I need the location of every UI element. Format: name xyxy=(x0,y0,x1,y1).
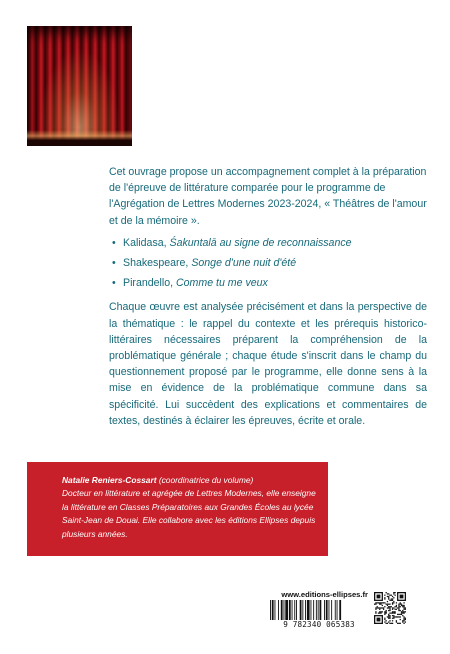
qr-module xyxy=(386,592,387,593)
qr-module xyxy=(393,615,394,616)
qr-module xyxy=(400,610,401,611)
qr-module xyxy=(402,621,403,622)
qr-module xyxy=(380,611,381,612)
barcode-bar xyxy=(331,600,332,622)
qr-module xyxy=(392,602,393,603)
qr-module xyxy=(388,606,389,607)
qr-module xyxy=(378,612,379,613)
barcode-bar xyxy=(281,600,283,622)
barcode-bar xyxy=(324,600,325,622)
qr-module xyxy=(388,621,389,622)
qr-module xyxy=(375,611,376,612)
barcode-bar xyxy=(318,600,319,622)
barcode-bar xyxy=(272,600,274,622)
work-item xyxy=(109,235,427,251)
qr-module xyxy=(389,600,390,601)
barcode-bar xyxy=(313,600,314,622)
bullet-icon: • xyxy=(112,277,116,290)
qr-module xyxy=(394,609,395,610)
blurb-analysis: Chaque œuvre est analysée précisément et dans la perspective de la thématique : le rappel du contexte et les prérequis historico-littéraires nécessaires préparent la compréhension de la problématique générale ; chaque étude s'inscrit dans le champ du questionnement proposé par le programme, elle donne sens à la mise en évidence de la problématique commune dans sa spécificité. Lui succèdent des explications et commentaires de textes, destinés à éclairer les épreuves, écrite et orale. xyxy=(109,301,427,427)
qr-code-icon[interactable] xyxy=(374,592,406,624)
qr-module xyxy=(382,602,383,603)
qr-module xyxy=(398,606,399,607)
barcode-bar xyxy=(285,600,288,622)
qr-module xyxy=(388,616,389,617)
qr-module xyxy=(380,607,381,608)
qr-module xyxy=(384,618,385,619)
work-item xyxy=(109,275,427,291)
qr-module xyxy=(394,592,395,593)
qr-module xyxy=(403,611,404,612)
qr-module xyxy=(384,595,385,596)
qr-module xyxy=(382,607,383,608)
qr-module xyxy=(374,604,375,605)
qr-module xyxy=(392,609,393,610)
qr-module xyxy=(402,615,403,616)
qr-module xyxy=(401,605,402,606)
qr-module xyxy=(398,607,399,608)
qr-module xyxy=(400,616,401,617)
bullet-icon: • xyxy=(112,257,116,270)
qr-module xyxy=(403,609,404,610)
qr-module xyxy=(389,620,390,621)
qr-module xyxy=(392,607,393,608)
qr-module xyxy=(403,620,404,621)
qr-module xyxy=(402,620,403,621)
qr-module xyxy=(392,596,393,597)
qr-module xyxy=(403,616,404,617)
qr-module xyxy=(403,605,404,606)
qr-module xyxy=(391,623,392,624)
stage-light xyxy=(27,130,132,140)
qr-module xyxy=(384,612,385,613)
qr-module xyxy=(400,614,401,615)
qr-module xyxy=(393,601,394,602)
qr-module xyxy=(394,612,395,613)
qr-module xyxy=(387,607,388,608)
qr-module xyxy=(383,602,384,603)
qr-module xyxy=(391,612,392,613)
work-item xyxy=(109,255,427,271)
qr-module xyxy=(375,609,376,610)
qr-module xyxy=(400,606,401,607)
qr-module xyxy=(393,602,394,603)
qr-module xyxy=(387,596,388,597)
qr-module xyxy=(384,602,385,603)
author-bio xyxy=(62,474,322,541)
work-title: Comme tu me veux xyxy=(176,277,268,290)
qr-module xyxy=(405,618,406,619)
stage-floor xyxy=(27,140,132,146)
qr-module xyxy=(402,606,403,607)
qr-module xyxy=(403,618,404,619)
qr-module xyxy=(393,616,394,617)
qr-module xyxy=(401,614,402,615)
barcode-bar xyxy=(311,600,312,622)
barcode-bar xyxy=(305,600,306,622)
qr-module xyxy=(391,595,392,596)
qr-module xyxy=(379,607,380,608)
qr-module xyxy=(384,621,385,622)
barcode-bar xyxy=(307,600,310,622)
qr-module xyxy=(392,623,393,624)
work-title: Songe d'une nuit d'été xyxy=(191,257,297,270)
qr-module xyxy=(397,616,398,617)
qr-module xyxy=(398,604,399,605)
qr-module xyxy=(379,611,380,612)
qr-module xyxy=(386,610,387,611)
qr-module xyxy=(387,605,388,606)
qr-module xyxy=(403,606,404,607)
qr-module xyxy=(398,610,399,611)
qr-module xyxy=(401,611,402,612)
qr-module xyxy=(389,610,390,611)
qr-module xyxy=(402,612,403,613)
qr-module xyxy=(392,604,393,605)
qr-module xyxy=(394,616,395,617)
barcode-bar xyxy=(296,600,297,622)
qr-module xyxy=(402,605,403,606)
qr-module xyxy=(400,619,401,620)
barcode-bar xyxy=(284,600,285,622)
qr-module xyxy=(380,602,381,603)
qr-module xyxy=(396,605,397,606)
qr-module xyxy=(391,606,392,607)
qr-module xyxy=(405,619,406,620)
qr-module xyxy=(389,609,390,610)
qr-module xyxy=(392,611,393,612)
qr-module xyxy=(379,609,380,610)
qr-module xyxy=(405,609,406,610)
barcode-bar xyxy=(289,600,291,622)
qr-module xyxy=(389,607,390,608)
qr-module xyxy=(386,620,387,621)
qr-module xyxy=(379,612,380,613)
barcode-bar xyxy=(326,600,328,622)
qr-module xyxy=(389,623,390,624)
qr-module xyxy=(392,615,393,616)
qr-module xyxy=(400,602,401,603)
qr-module xyxy=(377,602,378,603)
qr-module xyxy=(387,623,388,624)
qr-module xyxy=(389,618,390,619)
qr-module xyxy=(397,607,398,608)
qr-module xyxy=(388,598,389,599)
qr-module xyxy=(392,612,393,613)
qr-module xyxy=(393,597,394,598)
qr-module xyxy=(397,623,398,624)
qr-module xyxy=(389,616,390,617)
qr-module xyxy=(397,614,398,615)
qr-module xyxy=(384,606,385,607)
qr-module xyxy=(405,611,406,612)
author-role: (coordinatrice du volume) xyxy=(156,475,254,485)
qr-module xyxy=(389,604,390,605)
qr-module xyxy=(394,595,395,596)
qr-module xyxy=(398,605,399,606)
work-title: Śakuntalā au signe de reconnaissance xyxy=(169,236,352,249)
qr-module xyxy=(389,595,390,596)
qr-module xyxy=(396,609,397,610)
qr-module xyxy=(400,604,401,605)
qr-module xyxy=(386,623,387,624)
barcode-bar xyxy=(275,600,276,622)
qr-module xyxy=(384,598,385,599)
author-name: Natalie Reniers-Cossart xyxy=(62,475,157,485)
qr-module xyxy=(392,598,393,599)
qr-module xyxy=(386,604,387,605)
qr-module xyxy=(380,604,381,605)
qr-module xyxy=(398,614,399,615)
qr-module xyxy=(403,602,404,603)
qr-module xyxy=(393,593,394,594)
qr-module xyxy=(387,601,388,602)
barcode-bar xyxy=(320,600,322,622)
qr-module xyxy=(405,621,406,622)
work-author: Kalidasa, xyxy=(123,236,170,249)
qr-module xyxy=(389,615,390,616)
barcode-bar xyxy=(270,600,271,622)
qr-module xyxy=(387,593,388,594)
qr-module xyxy=(403,607,404,608)
qr-module xyxy=(388,593,389,594)
qr-module xyxy=(388,610,389,611)
qr-module xyxy=(375,602,376,603)
qr-module xyxy=(402,611,403,612)
qr-module xyxy=(396,620,397,621)
author-bio-text: Docteur en littérature et agrégée de Lettres Modernes, elle enseigne la littérature en Classes Préparatoires aux Grandes Écoles au lycée Saint-Jean de Douai. Elle collabore avec les éditions Ellipses depuis plusieurs années. xyxy=(62,488,316,539)
back-cover-blurb xyxy=(109,164,427,429)
qr-module xyxy=(380,612,381,613)
qr-module xyxy=(405,607,406,608)
qr-module xyxy=(379,602,380,603)
qr-module xyxy=(398,623,399,624)
qr-module xyxy=(398,609,399,610)
qr-module xyxy=(384,597,385,598)
qr-module xyxy=(393,618,394,619)
qr-module xyxy=(396,606,397,607)
qr-module xyxy=(388,615,389,616)
qr-module xyxy=(386,612,387,613)
qr-module xyxy=(394,611,395,612)
qr-module xyxy=(389,612,390,613)
barcode-bar xyxy=(337,600,338,622)
qr-module xyxy=(383,607,384,608)
qr-module xyxy=(401,612,402,613)
work-author: Shakespeare, xyxy=(123,257,192,270)
qr-module xyxy=(377,618,381,622)
qr-module xyxy=(403,619,404,620)
qr-module xyxy=(392,600,393,601)
qr-module xyxy=(378,602,379,603)
barcode-bar xyxy=(302,600,303,622)
qr-module xyxy=(384,619,385,620)
qr-module xyxy=(375,607,376,608)
qr-module xyxy=(402,610,403,611)
qr-module xyxy=(393,611,394,612)
qr-module xyxy=(377,607,378,608)
qr-module xyxy=(392,620,393,621)
qr-module xyxy=(396,621,397,622)
qr-module xyxy=(382,611,383,612)
qr-module xyxy=(375,612,376,613)
qr-module xyxy=(383,609,384,610)
theater-curtain-image xyxy=(27,26,132,146)
qr-module xyxy=(396,602,397,603)
barcode-bar xyxy=(339,600,341,622)
qr-module xyxy=(379,604,380,605)
publisher-website[interactable]: www.editions-ellipses.fr xyxy=(281,590,368,599)
isbn-number: 9 782340 065383 xyxy=(266,620,372,629)
qr-module xyxy=(393,592,394,593)
barcode-bar xyxy=(300,600,302,622)
works-list xyxy=(109,235,427,292)
qr-module xyxy=(398,616,399,617)
qr-module xyxy=(382,605,383,606)
qr-module xyxy=(387,604,388,605)
qr-module xyxy=(401,604,402,605)
qr-module xyxy=(389,606,390,607)
qr-module xyxy=(400,623,401,624)
qr-module xyxy=(403,612,404,613)
qr-module xyxy=(384,611,385,612)
qr-module xyxy=(387,616,388,617)
qr-module xyxy=(378,607,379,608)
qr-module xyxy=(377,606,378,607)
blurb-intro: Cet ouvrage propose un accompagnement complet à la préparation de l'épreuve de littérature comparée pour le programme de l'Agrégation de Lettres Modernes 2023-2024, « Théâtres de l'amour et de la mémoire ». xyxy=(109,166,427,227)
qr-module xyxy=(396,616,397,617)
qr-module xyxy=(391,600,392,601)
barcode-bar xyxy=(316,600,317,622)
barcode-bar xyxy=(294,600,295,622)
qr-module xyxy=(388,604,389,605)
work-author: Pirandello, xyxy=(123,277,176,290)
barcode-bar xyxy=(292,600,293,622)
qr-module xyxy=(393,612,394,613)
qr-module xyxy=(391,598,392,599)
qr-module xyxy=(388,607,389,608)
qr-module xyxy=(386,611,387,612)
qr-module xyxy=(394,606,395,607)
qr-module xyxy=(388,614,389,615)
qr-module xyxy=(403,623,404,624)
barcode-bar xyxy=(278,600,279,622)
qr-module xyxy=(384,614,385,615)
qr-module xyxy=(388,618,389,619)
bullet-icon: • xyxy=(112,236,116,249)
qr-module xyxy=(377,595,381,599)
barcode-bar xyxy=(329,600,330,622)
qr-module xyxy=(400,595,404,599)
qr-module xyxy=(393,607,394,608)
qr-module xyxy=(375,604,376,605)
qr-module xyxy=(392,618,393,619)
qr-module xyxy=(388,597,389,598)
barcode-bar xyxy=(335,600,336,622)
qr-module xyxy=(388,596,389,597)
